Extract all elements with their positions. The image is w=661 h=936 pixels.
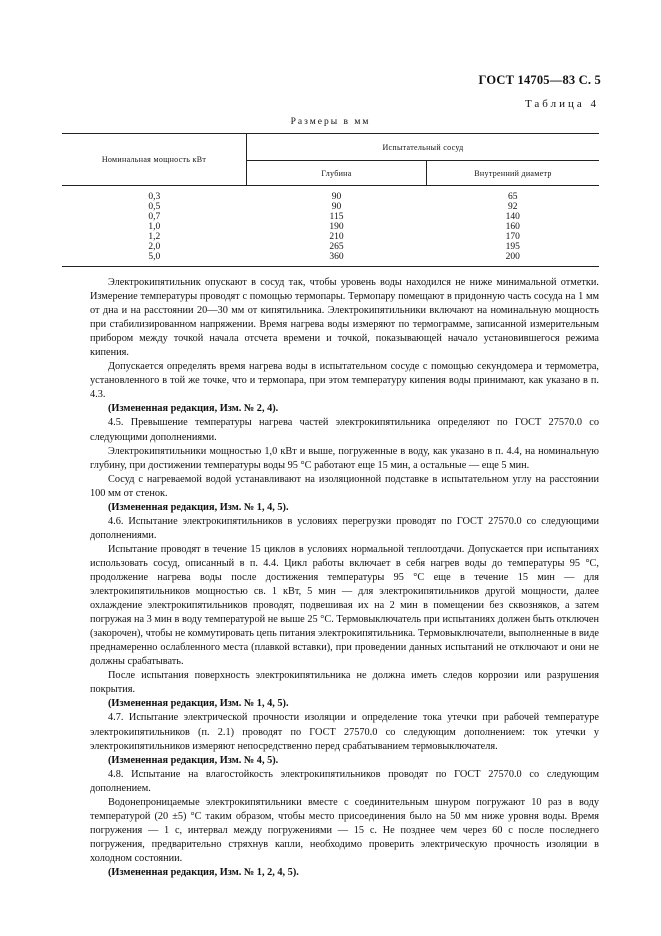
cell-diameter: 170 <box>505 232 520 242</box>
amendment-note: (Измененная редакция, Изм. № 4, 5). <box>108 754 279 766</box>
cell-power: 5,0 <box>62 252 247 267</box>
cell-diameter: 140 <box>505 212 520 222</box>
cell-diameter: 200 <box>427 252 600 267</box>
cell-depth: 115 <box>329 212 344 222</box>
cell-power: 0,7 <box>148 212 161 222</box>
table-row <box>62 222 599 232</box>
cell-depth: 360 <box>247 252 427 267</box>
header-nominal-power: Номинальная мощность кВт <box>62 134 247 186</box>
paragraph: Электрокипятильники мощностью 1,0 кВт и выше, погруженные в воду, как указано в п. 4.4, на номинальную глубину, при достижении температуры воды 95 °С работают еще 15 мин, а остальные — еще 5 мин. <box>90 445 599 471</box>
table-row <box>62 232 599 242</box>
table-row <box>62 242 599 252</box>
table-row <box>62 212 599 222</box>
amendment-note: (Измененная редакция, Изм. № 1, 4, 5). <box>108 698 289 710</box>
paragraph: 4.8. Испытание на влагостойкость электрокипятильников проводят по ГОСТ 27570.0 со следующим дополнением. <box>90 768 599 794</box>
table-row <box>62 252 599 267</box>
amendment-note: (Измененная редакция, Изм. № 1, 4, 5). <box>108 501 289 513</box>
paragraph: Водонепроницаемые электрокипятильники вместе с соединительным шнуром погружают 10 раз в воду температурой (20 ±5) °С таким образом, чтобы место присоединения было на 50 мм ниже уровня воды. Время погружения — 1 с, интервал между погружениями — 15 с. Не позднее чем через 60 с после последнего погружения, предварительно стряхнув капли, необходимо проверить электрическую прочность изоляции в холодном состоянии. <box>90 796 599 864</box>
amendment-note: (Измененная редакция, Изм. № 1, 2, 4, 5). <box>108 866 299 878</box>
paragraph: 4.7. Испытание электрической прочности изоляции и определение тока утечки при рабочей температуре электрокипятильников (п. 2.1) проводят по ГОСТ 27570.0 со следующим дополнением: ток утечки у электрокипятильников измеряют непосредственно перед срабатыванием термовыключателя. <box>90 712 599 752</box>
cell-power: 1,0 <box>148 222 161 232</box>
table-units-note: Размеры в мм <box>290 117 371 127</box>
cell-power: 2,0 <box>148 242 161 252</box>
cell-power: 1,2 <box>148 232 161 242</box>
paragraph: Сосуд с нагреваемой водой устанавливают на изоляционной подставке в испытательном углу на расстоянии 100 мм от стенок. <box>90 473 599 499</box>
power-vessel-table <box>62 133 599 267</box>
cell-depth: 90 <box>331 202 342 212</box>
cell-depth: 90 <box>331 192 342 202</box>
header-inner-diameter: Внутренний диаметр <box>427 161 600 186</box>
cell-power: 0,3 <box>148 192 161 202</box>
paragraph: Допускается определять время нагрева воды в испытательном сосуде с помощью секундомера и термометра, установленного в той же точке, что и термопара, при этом температуру кипения воды принимают, как указано в п. 4.3. <box>90 361 599 401</box>
paragraph: 4.6. Испытание электрокипятильников в условиях перегрузки проводят по ГОСТ 27570.0 со следующими дополнениями. <box>90 515 599 541</box>
cell-diameter: 195 <box>505 242 520 252</box>
cell-depth: 210 <box>329 232 344 242</box>
cell-power: 0,5 <box>148 202 161 212</box>
page-header-title: ГОСТ 14705—83 С. 5 <box>478 73 601 87</box>
header-depth: Глубина <box>247 161 427 186</box>
cell-depth: 265 <box>329 242 344 252</box>
table-row <box>62 202 599 212</box>
table-row <box>62 186 599 203</box>
paragraph: Электрокипятильник опускают в сосуд так, чтобы уровень воды находился не ниже минимальной отметки. Измерение температуры проводят с помощью термопары. Термопару помещают в придонную часть сосуда на 1 мм от дна и на расстоянии 20—30 мм от кипятильника. Электрокипятильники включают на номинальную мощность при стабилизированном напряжении. Время нагрева воды измеряют по термограмме, записанной измерительным прибором между точкой начала отсчета времени и точкой, показывающей начало установившегося режима кипения. <box>90 277 599 359</box>
table-label: Таблица 4 <box>524 98 599 110</box>
amendment-note: (Измененная редакция, Изм. № 2, 4). <box>108 403 279 415</box>
document-body <box>90 276 599 880</box>
paragraph: Испытание проводят в течение 15 циклов в условиях нормальной теплоотдачи. Допускается при испытаниях использовать сосуд, описанный в п. 4.4. Цикл работы включает в себя нагрев воды до температуры 95 °С, продолжение нагрева воды после достижения температуры 95 °С еще в течение 15 мин — для электрокипятильников мощностью св. 1 кВт, 5 мин — для электрокипятильников другой мощности, далее охлаждение электрокипятильников проводят, подвешивая их на 2 мин в помещении без сквозняков, а затем погружая на 3 мин в воду температурой не выше 25 °С. Термовыключатель при испытаниях должен быть отключен (закорочен), чтобы не коммутировать цепь питания электрокипятильника. Термовыключатели, выполненные в виде преднамеренно ослабленного места (плавкой вставки), при проведении данных испытаний не отключают и они не должны срабатывать. <box>90 543 599 668</box>
cell-diameter: 65 <box>508 192 518 202</box>
paragraph: 4.5. Превышение температуры нагрева частей электрокипятильника определяют по ГОСТ 27570.0 со следующими дополнениями. <box>90 417 599 443</box>
header-test-vessel: Испытательный сосуд <box>247 134 600 161</box>
cell-diameter: 160 <box>505 222 520 232</box>
cell-diameter: 92 <box>508 202 518 212</box>
paragraph: После испытания поверхность электрокипятильника не должна иметь следов коррозии или разрушения покрытия. <box>90 670 599 696</box>
cell-depth: 190 <box>329 222 344 232</box>
